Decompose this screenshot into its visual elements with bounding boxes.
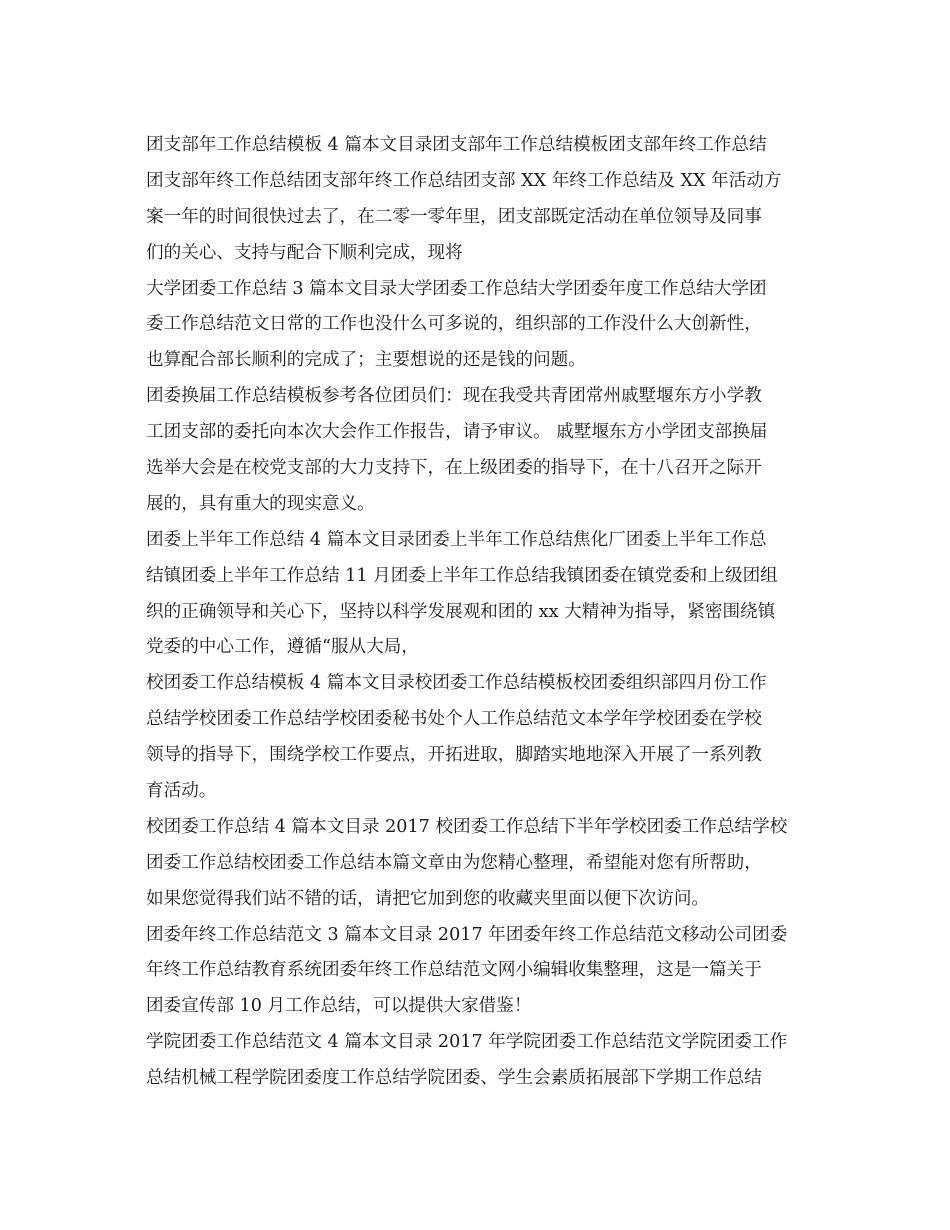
text-line: 团委工作总结校团委工作总结本篇文章由为您精心整理，希望能对您有所帮助， xyxy=(146,852,762,873)
text-line: 总结机械工程学院团委度工作总结学院团委、学生会素质拓展部下学期工作总结 xyxy=(146,1068,762,1089)
text-line: 也算配合部长顺利的完成了；主要想说的还是钱的问题。 xyxy=(146,350,586,371)
text-line: 大学团委工作总结 3 篇本文目录大学团委工作总结大学团委年度工作总结大学团 xyxy=(146,278,767,299)
text-line: 工团支部的委托向本次大会作工作报告，请予审议。 戚墅堰东方小学团支部换届 xyxy=(146,422,768,443)
text-line: 团委换届工作总结模板参考各位团员们：现在我受共青团常州戚墅堰东方小学教 xyxy=(146,386,762,407)
text-line: 团支部年工作总结模板 4 篇本文目录团支部年工作总结模板团支部年终工作总结 xyxy=(146,135,767,155)
text-line: 团委年终工作总结范文 3 篇本文目录 2017 年团委年终工作总结范文移动公司团委 xyxy=(146,924,788,945)
text-line: 织的正确领导和关心下，坚持以科学发展观和团的 xx 大精神为指导，紧密围绕镇 xyxy=(146,601,776,622)
text-line: 案一年的时间很快过去了，在二零一零年里，团支部既定活动在单位领导及同事 xyxy=(146,206,762,227)
text-line: 校团委工作总结模板 4 篇本文目录校团委工作总结模板校团委组织部四月份工作 xyxy=(146,673,767,694)
text-line: 如果您觉得我们站不错的话，请把它加到您的收藏夹里面以便下次访问。 xyxy=(146,888,710,909)
text-line: 团委宣传部 10 月工作总结，可以提供大家借鉴！ xyxy=(146,996,532,1017)
text-line: 选举大会是在校党支部的大力支持下，在上级团委的指导下，在十八召开之际开 xyxy=(146,458,762,479)
text-line: 团支部年终工作总结团支部年终工作总结团支部 XX 年终工作总结及 XX 年活动方 xyxy=(146,170,782,191)
text-line: 总结学校团委工作总结学校团委秘书处个人工作总结范文本学年学校团委在学校 xyxy=(146,709,762,730)
text-line: 领导的指导下，围绕学校工作要点，开拓进取，脚踏实地地深入开展了一系列教 xyxy=(146,745,762,766)
text-line: 党委的中心工作，遵循“服从大局， xyxy=(146,637,419,658)
text-line: 结镇团委上半年工作总结 11 月团委上半年工作总结我镇团委在镇党委和上级团组 xyxy=(146,565,778,586)
text-line: 校团委工作总结 4 篇本文目录 2017 校团委工作总结下半年学校团委工作总结学校 xyxy=(146,816,788,837)
text-line: 们的关心、支持与配合下顺利完成，现将 xyxy=(146,242,463,263)
text-line: 年终工作总结教育系统团委年终工作总结范文网小编辑收集整理，这是一篇关于 xyxy=(146,960,762,981)
document-body xyxy=(146,128,810,1097)
text-line: 团委上半年工作总结 4 篇本文目录团委上半年工作总结焦化厂团委上半年工作总 xyxy=(146,529,767,550)
text-line: 委工作总结范文日常的工作也没什么可多说的，组织部的工作没什么大创新性， xyxy=(146,314,762,335)
text-line: 展的，具有重大的现实意义。 xyxy=(146,493,375,514)
text-line: 学院团委工作总结范文 4 篇本文目录 2017 年学院团委工作总结范文学院团委工作 xyxy=(146,1032,788,1053)
text-line: 育活动。 xyxy=(146,781,217,802)
